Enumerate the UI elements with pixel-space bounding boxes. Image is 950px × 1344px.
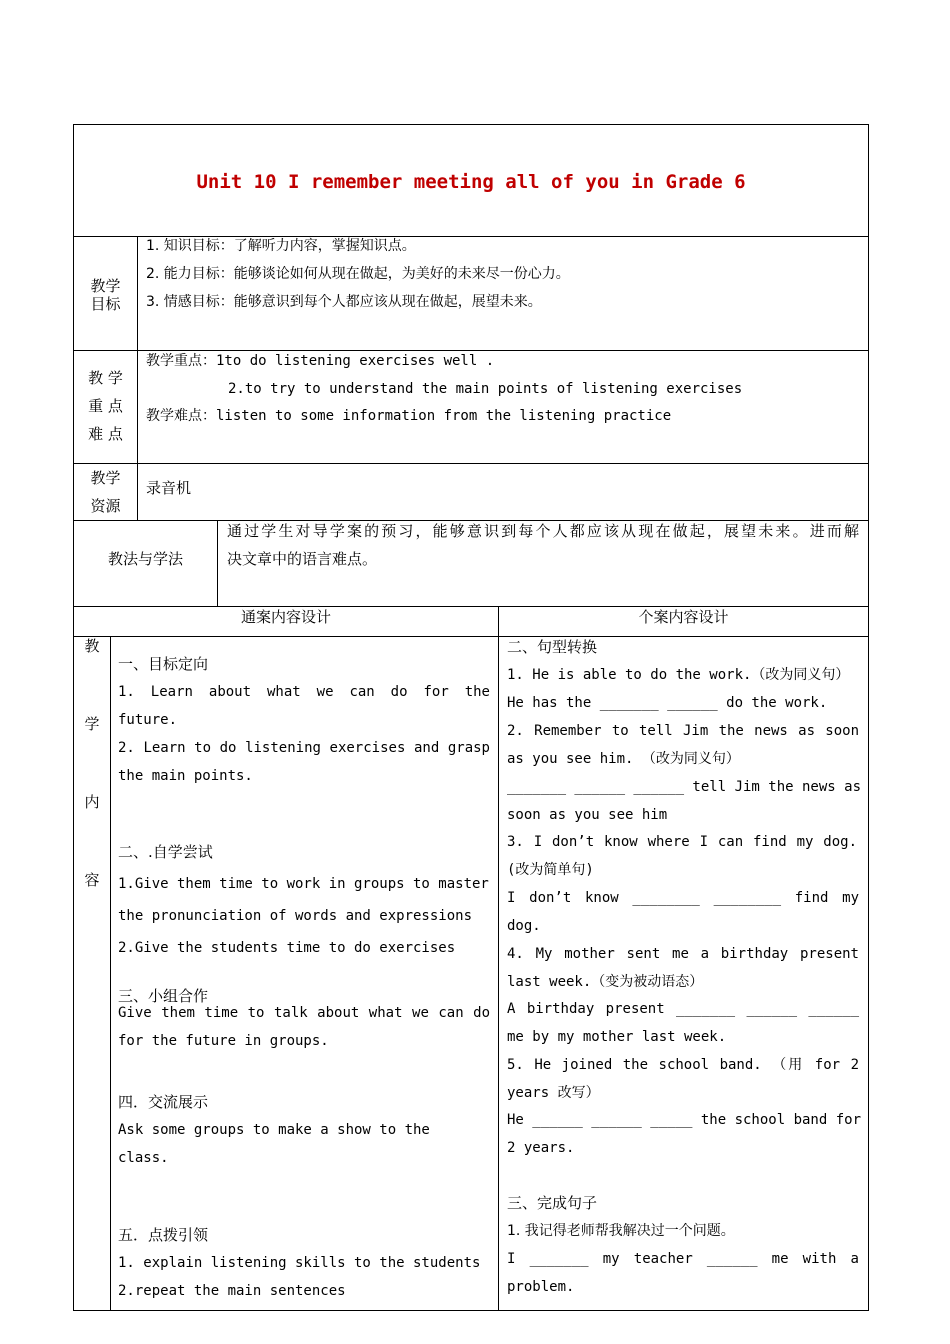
resources-label-line: 教学 bbox=[90, 469, 121, 487]
exercise-line: He has the _______ ______ do the work. bbox=[507, 695, 828, 711]
table-divider bbox=[110, 636, 111, 1311]
key-point-line: 教学重点：1to do listening exercises well . bbox=[146, 353, 495, 369]
content-line: 1. Learn about what we can do for the bbox=[118, 684, 490, 700]
table-divider bbox=[137, 236, 138, 520]
key-point-line: 2.to try to understand the main points of listening exercises bbox=[228, 381, 743, 397]
table-border-bottom bbox=[73, 1310, 869, 1311]
exercise-line: years 改写） bbox=[507, 1085, 600, 1101]
section-heading: 一、目标定向 bbox=[118, 655, 209, 673]
methods-text: 决文章中的语言难点。 bbox=[227, 550, 378, 568]
exercise-line: 2. Remember to tell Jim the news as soon bbox=[507, 723, 859, 739]
section-heading: 四．交流展示 bbox=[118, 1093, 209, 1111]
exercise-line: 5. He joined the school band. （用 for 2 bbox=[507, 1057, 859, 1073]
methods-text: 通过学生对导学案的预习，能够意识到每个人都应该从现在做起，展望未来。进而解 bbox=[227, 522, 859, 540]
methods-label: 教法与学法 bbox=[107, 550, 183, 568]
exercise-line: problem. bbox=[507, 1279, 575, 1295]
table-border-top bbox=[73, 124, 869, 125]
right-column-header: 个案内容设计 bbox=[638, 608, 729, 626]
content-line: the main points. bbox=[118, 768, 253, 784]
difficult-point-line: 教学难点：listen to some information from the listening practice bbox=[146, 408, 672, 424]
objective-item: 1. 知识目标：了解听力内容，掌握知识点。 bbox=[146, 238, 416, 254]
exercise-line: last week.（变为被动语态） bbox=[507, 974, 704, 990]
section-heading: 三、小组合作 bbox=[118, 987, 209, 1005]
key-points-label-line: 重 点 bbox=[88, 397, 123, 415]
content-line: 1.Give them time to work in groups to master bbox=[118, 876, 489, 892]
content-line: for the future in groups. bbox=[118, 1033, 329, 1049]
exercise-line: me by my mother last week. bbox=[507, 1029, 727, 1045]
exercise-line: 4. My mother sent me a birthday present bbox=[507, 946, 859, 962]
resources-label-line: 资源 bbox=[90, 497, 121, 515]
content-line: Give them time to talk about what we can do bbox=[118, 1005, 490, 1021]
exercise-line: soon as you see him bbox=[507, 807, 668, 823]
content-line: 1. explain listening skills to the students bbox=[118, 1255, 481, 1271]
table-divider bbox=[217, 520, 218, 606]
page-title: Unit 10 I remember meeting all of you in Grade 6 bbox=[196, 171, 746, 193]
side-label-char: 容 bbox=[84, 871, 100, 889]
resources-value: 录音机 bbox=[146, 479, 192, 497]
section-heading: 五．点拨引领 bbox=[118, 1226, 209, 1244]
exercise-line: (改为简单句) bbox=[507, 862, 594, 878]
section-heading: 三、完成句子 bbox=[507, 1194, 598, 1212]
exercise-line: 1. 我记得老师帮我解决过一个问题。 bbox=[507, 1223, 735, 1239]
objectives-label-line: 教学 bbox=[90, 277, 121, 295]
content-line: future. bbox=[118, 712, 178, 728]
section-heading: 二、.自学尝试 bbox=[118, 843, 213, 861]
content-line: 2.repeat the main sentences bbox=[118, 1283, 346, 1299]
section-heading: 二、句型转换 bbox=[507, 638, 598, 656]
objectives-label bbox=[74, 277, 137, 313]
exercise-line: A birthday present _______ ______ ______ bbox=[507, 1001, 859, 1017]
exercise-line: dog. bbox=[507, 918, 541, 934]
content-line: Ask some groups to make a show to the bbox=[118, 1122, 430, 1138]
key-points-label-line: 难 点 bbox=[88, 425, 123, 443]
side-label-char: 教 bbox=[84, 637, 100, 655]
table-divider bbox=[73, 636, 869, 637]
table-divider bbox=[73, 463, 869, 464]
exercise-line: I _______ my teacher ______ me with a bbox=[507, 1251, 859, 1267]
table-divider bbox=[73, 606, 869, 607]
side-label-char: 学 bbox=[84, 715, 100, 733]
key-points-label bbox=[74, 364, 137, 448]
table-divider bbox=[498, 606, 499, 1311]
left-column-header: 通案内容设计 bbox=[240, 608, 331, 626]
exercise-line: 3. I don’t know where I can find my dog. bbox=[507, 834, 857, 850]
content-line: class. bbox=[118, 1150, 169, 1166]
exercise-line: 2 years. bbox=[507, 1140, 575, 1156]
exercise-line: I don’t know ________ ________ find my bbox=[507, 890, 859, 906]
exercise-line: as you see him. （改为同义句） bbox=[507, 751, 740, 767]
objective-item: 2. 能力目标：能够谈论如何从现在做起，为美好的未来尽一份心力。 bbox=[146, 266, 570, 282]
objectives-label-line: 目标 bbox=[90, 295, 121, 313]
content-line: the pronunciation of words and expressions bbox=[118, 908, 473, 924]
objective-item: 3. 情感目标：能够意识到每个人都应该从现在做起，展望未来。 bbox=[146, 294, 542, 310]
content-line: 2.Give the students time to do exercises bbox=[118, 940, 456, 956]
exercise-line: 1. He is able to do the work.（改为同义句） bbox=[507, 667, 850, 683]
exercise-line: He ______ ______ _____ the school band for bbox=[507, 1112, 862, 1128]
content-line: 2. Learn to do listening exercises and grasp bbox=[118, 740, 490, 756]
exercise-line: _______ ______ ______ tell Jim the news as bbox=[507, 779, 862, 795]
side-label-char: 内 bbox=[84, 793, 100, 811]
key-points-label-line: 教 学 bbox=[88, 369, 123, 387]
table-border-right bbox=[868, 124, 869, 1311]
side-label bbox=[74, 637, 110, 949]
resources-label bbox=[74, 464, 137, 520]
